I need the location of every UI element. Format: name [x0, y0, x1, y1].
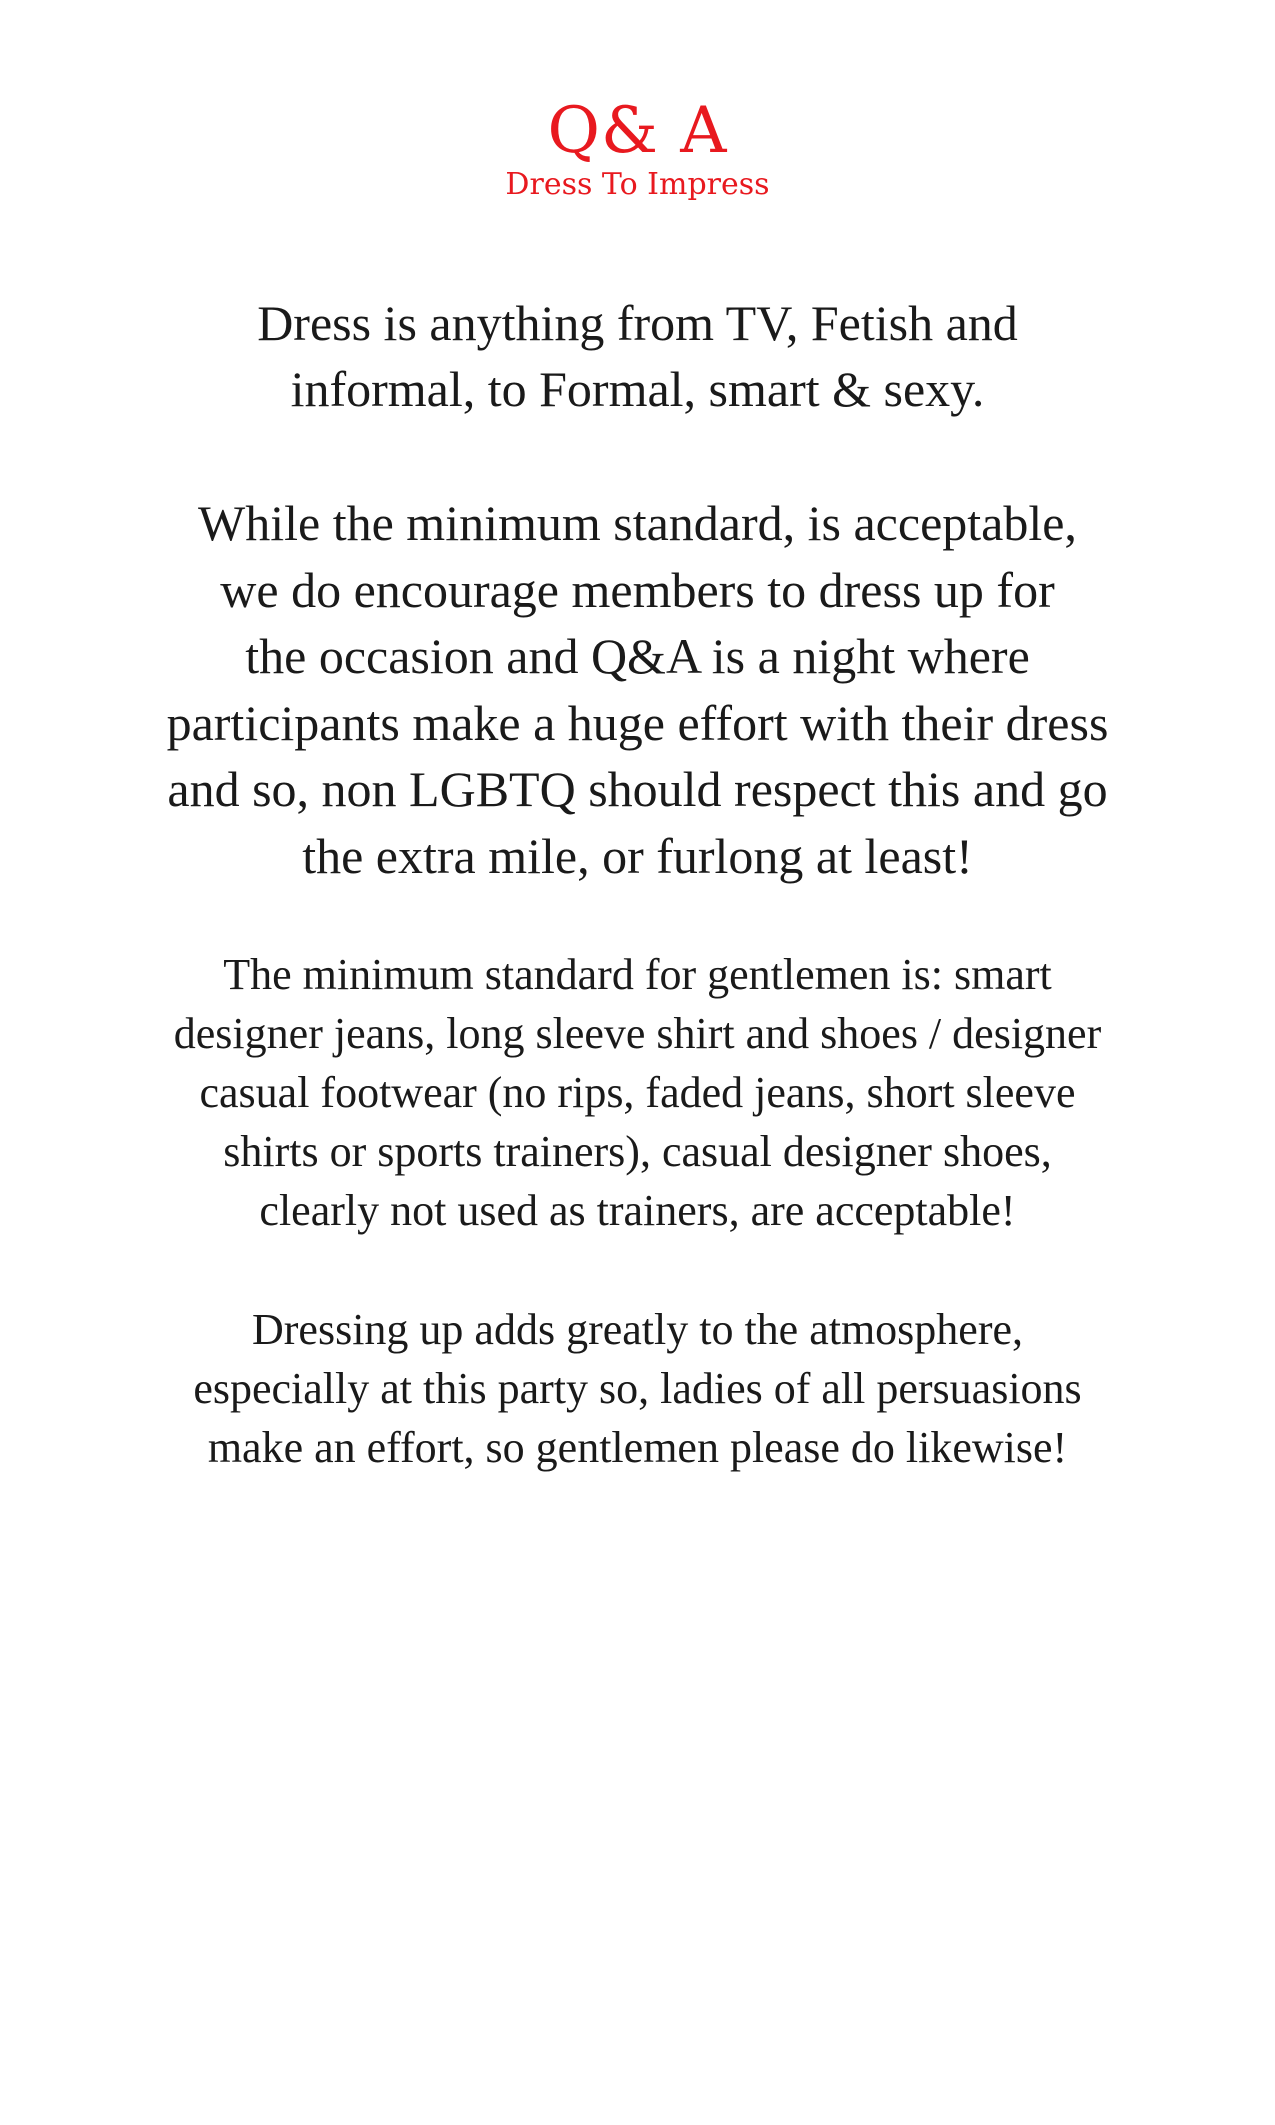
- paragraph-atmosphere: [0, 1300, 1275, 1477]
- text-line: the extra mile, or furlong at least!: [302, 827, 973, 884]
- text-line: especially at this party so, ladies of all persuasions: [193, 1364, 1082, 1413]
- text-line: While the minimum standard, is acceptable,: [198, 495, 1077, 551]
- text-line: Dressing up adds greatly to the atmosphere,: [251, 1305, 1024, 1354]
- text-line: informal, to Formal, smart & sexy.: [290, 361, 985, 417]
- paragraph-minimum-standard: [0, 945, 1275, 1240]
- text-line: casual footwear (no rips, faded jeans, short sleeve: [199, 1068, 1076, 1117]
- text-line: we do encourage members to dress up for: [220, 561, 1055, 618]
- text-line: The minimum standard for gentlemen is: smart: [223, 950, 1052, 999]
- page-header: [0, 95, 1275, 203]
- text-line: designer jeans, long sleeve shirt and shoes / designer: [173, 1009, 1102, 1058]
- page-title: Q& A: [547, 94, 728, 168]
- page-subtitle: Dress To Impress: [505, 167, 770, 202]
- text-line: make an effort, so gentlemen please do likewise!: [207, 1423, 1068, 1472]
- text-line: and so, non LGBTQ should respect this and go: [167, 761, 1108, 817]
- paragraph-dress-definition: [0, 290, 1275, 422]
- text-line: participants make a huge effort with their dress: [166, 694, 1109, 751]
- text-line: shirts or sports trainers), casual designer shoes,: [223, 1127, 1052, 1176]
- text-line: the occasion and Q&A is a night where: [245, 628, 1030, 684]
- paragraph-encouragement: [0, 490, 1275, 889]
- text-line: Dress is anything from TV, Fetish and: [257, 295, 1018, 351]
- text-line: clearly not used as trainers, are acceptable!: [259, 1186, 1016, 1235]
